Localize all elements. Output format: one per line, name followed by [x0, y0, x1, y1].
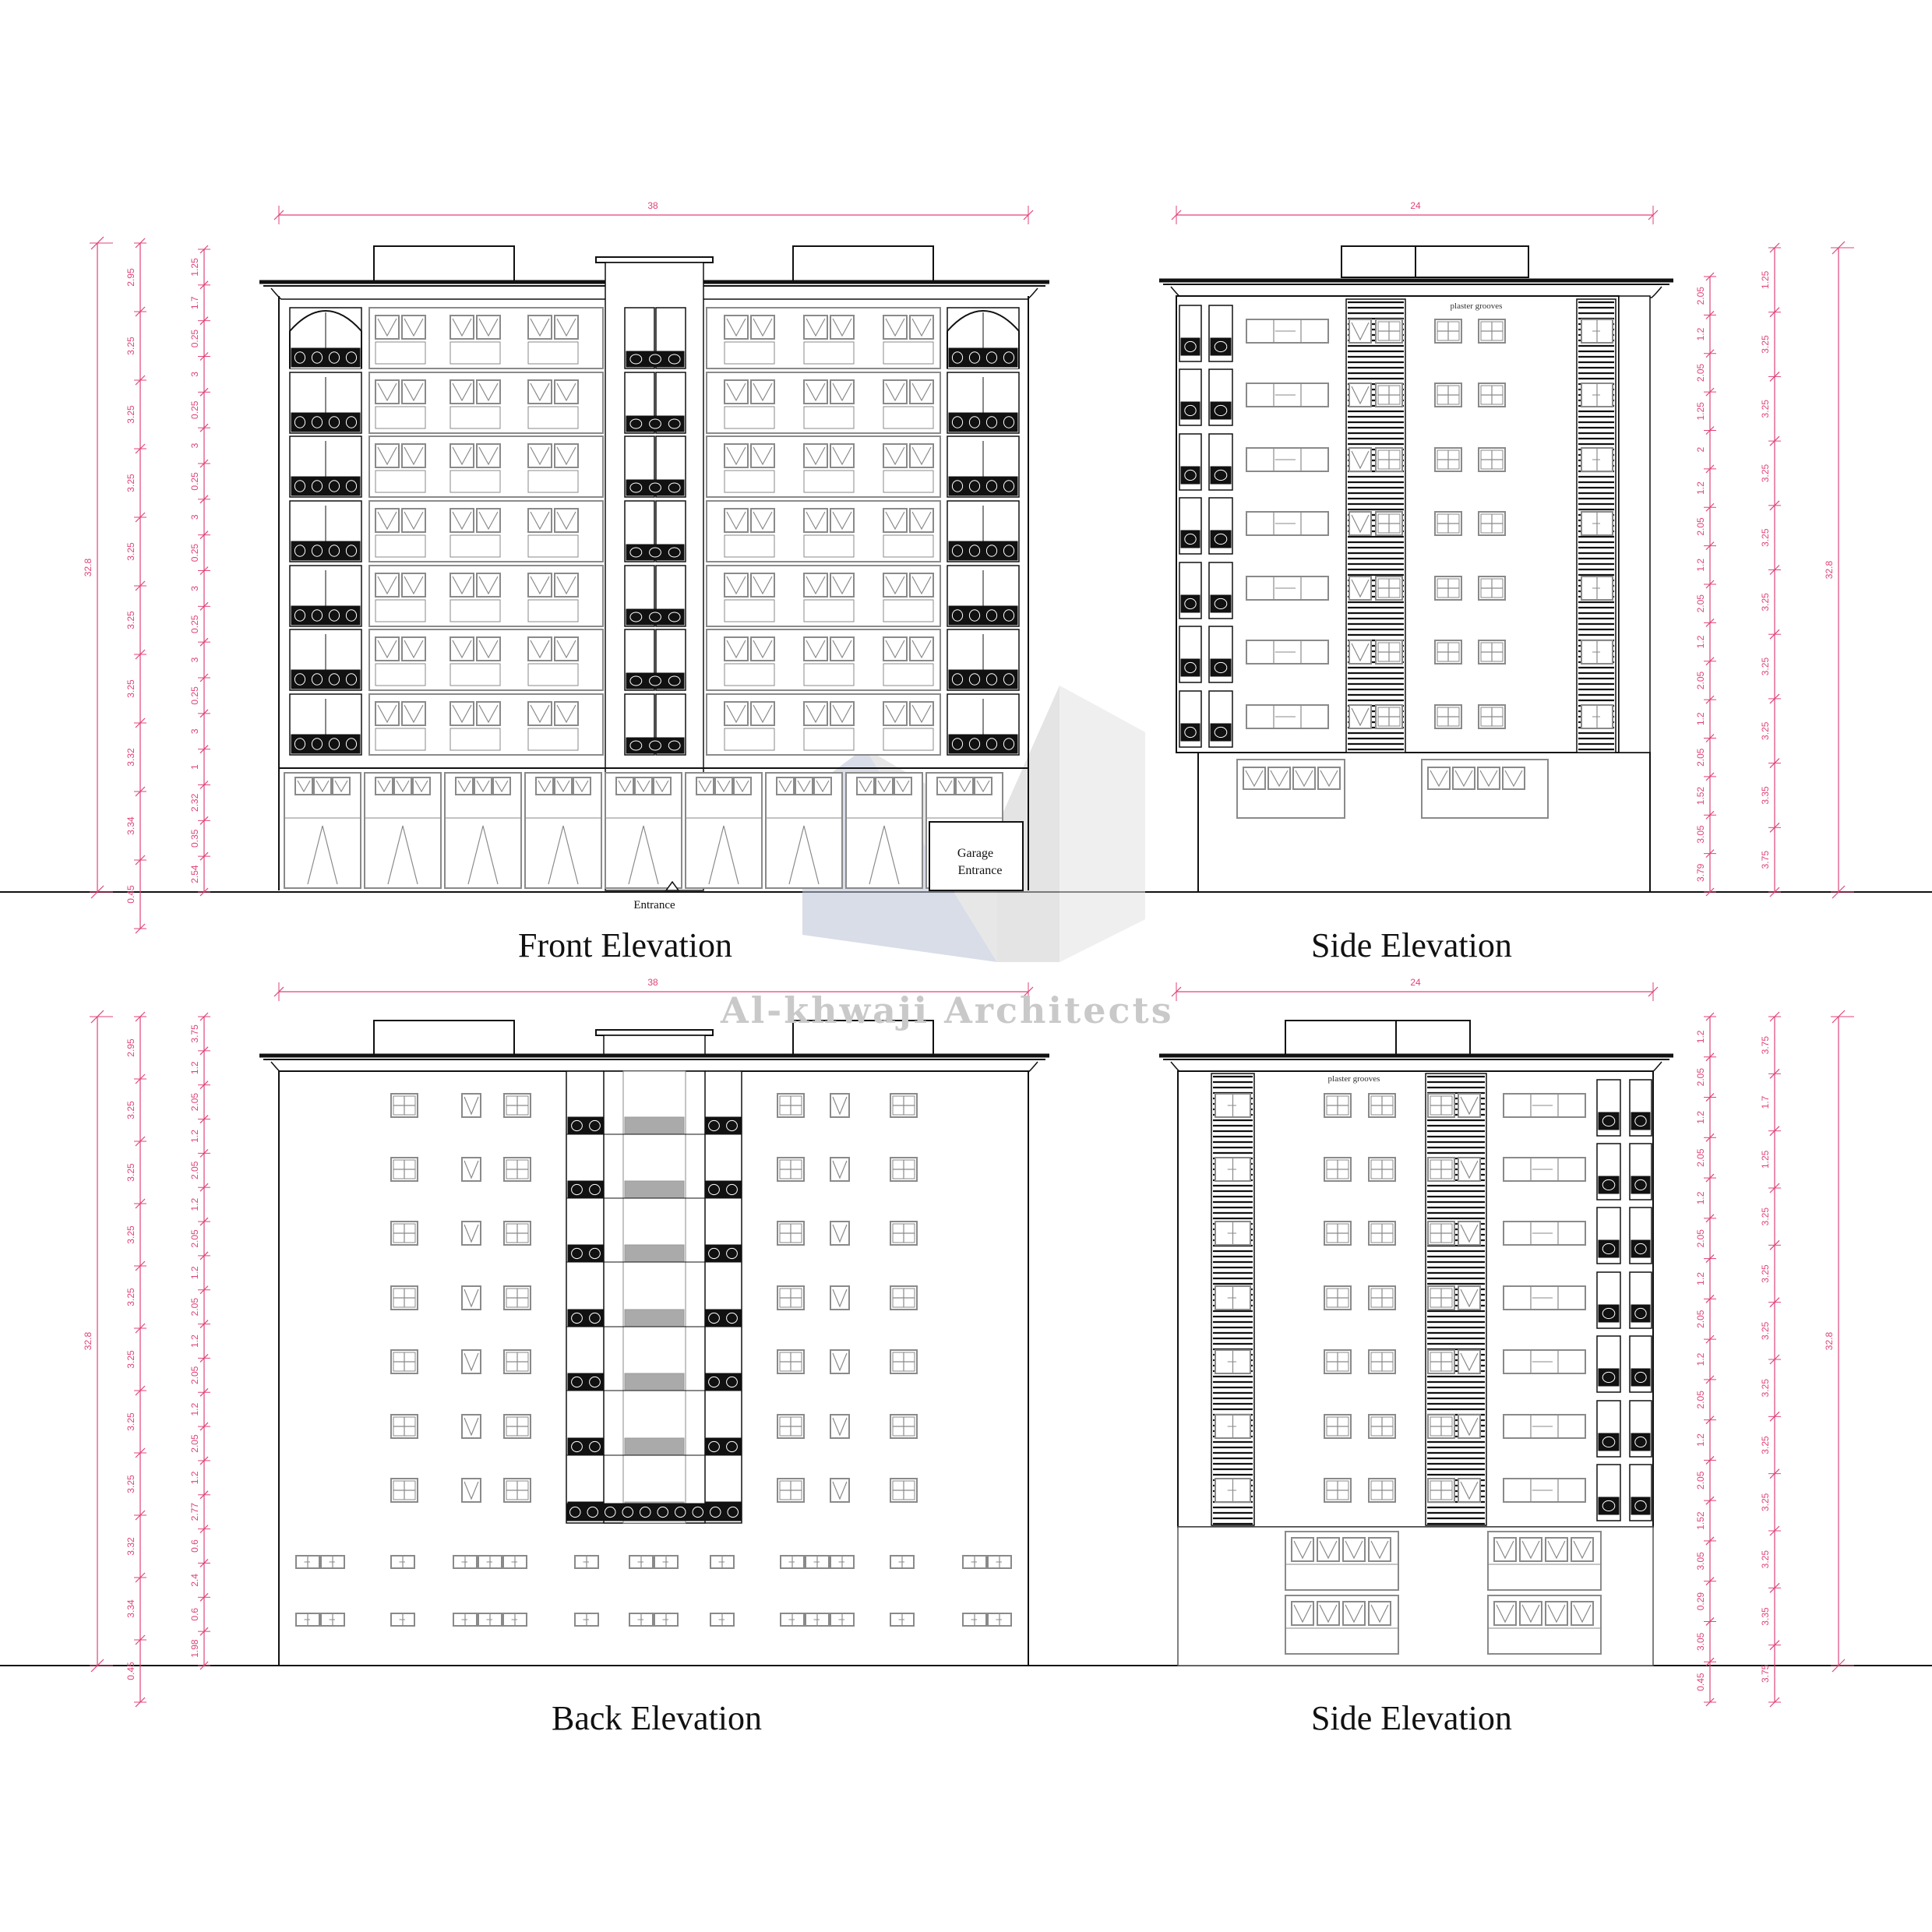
dim-label: 0.25 [189, 329, 200, 348]
balcony-railing [949, 670, 1017, 689]
dim-label: 3.05 [1695, 1632, 1706, 1652]
balcony-railing [1599, 1240, 1619, 1257]
balcony-railing [949, 541, 1017, 560]
dim-label: 1.2 [189, 1197, 200, 1211]
balcony-railing [1631, 1369, 1650, 1386]
balcony-railing [1181, 531, 1200, 548]
dim-label: 1.2 [1695, 1030, 1706, 1044]
dim-label: 1.2 [1695, 1272, 1706, 1285]
balcony-railing [949, 413, 1017, 432]
balcony-railing [291, 348, 360, 367]
balcony-railing [1181, 724, 1200, 741]
stair-cap [596, 1030, 713, 1035]
dim-label: 0.25 [189, 686, 200, 705]
dim-label: 2.05 [1695, 1391, 1706, 1409]
dim-label: 2.05 [1695, 1471, 1706, 1490]
dim-label: 2.05 [1695, 363, 1706, 383]
dim-label: 3.25 [125, 337, 136, 355]
dim-label: 3.25 [125, 1350, 136, 1369]
dim-label: 2.05 [189, 1366, 200, 1385]
balcony-railing [1631, 1497, 1650, 1514]
balcony-railing [626, 480, 684, 495]
roof-block [1285, 1021, 1396, 1056]
balcony-railing [1181, 467, 1200, 484]
balcony-railing [626, 673, 684, 689]
dim-label: 1.2 [1695, 481, 1706, 495]
dim-label: 3.25 [125, 1475, 136, 1493]
balcony-railing [1631, 1433, 1650, 1451]
dim-label: 1.2 [189, 1266, 200, 1280]
dim-label: 2.05 [1695, 287, 1706, 305]
roof-block [1341, 246, 1416, 277]
dim-label: 1.25 [1760, 270, 1771, 290]
balcony-railing [568, 1117, 604, 1134]
balcony-railing [1631, 1176, 1650, 1193]
dim-label: 3.25 [125, 1412, 136, 1431]
side-bottom-outer-dims [1760, 1012, 1781, 1707]
dim-label: 1.2 [189, 1061, 200, 1075]
dim-label: 3.25 [125, 611, 136, 629]
dim-label: 2.05 [1695, 517, 1706, 536]
entrance-label: Entrance [633, 899, 675, 911]
balcony-railing [626, 416, 684, 432]
dim-label: 1.2 [1695, 1191, 1706, 1205]
dim-label: 2.05 [189, 1229, 200, 1248]
stair-railing [625, 1373, 684, 1391]
dim-label: 3 [189, 372, 200, 377]
dim-label: 3.05 [1695, 825, 1706, 844]
dim-total-label: 32.8 [1824, 1331, 1835, 1351]
dim-label: 2 [1695, 446, 1706, 453]
dim-label: 3.25 [1760, 1493, 1771, 1512]
front-total-dim [83, 237, 113, 898]
balcony-railing [705, 1373, 741, 1391]
side-elevation-bottom [1159, 1021, 1673, 1666]
dim-label: 2.05 [1695, 1148, 1706, 1167]
dim-label: 1.2 [189, 1471, 200, 1485]
balcony-railing [291, 413, 360, 432]
balcony-railing [1599, 1433, 1619, 1451]
dim-label: 1.2 [1695, 1352, 1706, 1366]
stair-railing [625, 1181, 684, 1198]
dim-label: 3.79 [1695, 863, 1706, 882]
balcony-railing [1211, 338, 1231, 355]
balcony-railing [626, 545, 684, 560]
dim-label: 2.05 [189, 1092, 200, 1112]
balcony-railing [705, 1117, 741, 1134]
dim-label: 3.25 [125, 405, 136, 424]
front-elevation-title: Front Elevation [518, 926, 732, 964]
dim-label: 3 [189, 657, 200, 663]
dim-label: 3.25 [1760, 593, 1771, 612]
dim-label: 1.2 [1695, 1433, 1706, 1447]
roof-block [1416, 246, 1528, 277]
roof-block-left [374, 1021, 514, 1056]
dim-label: 3.32 [125, 748, 136, 767]
balcony-railing [568, 1245, 604, 1262]
dim-total-label: 32.8 [1824, 560, 1835, 580]
dim-label: 3.25 [1760, 464, 1771, 483]
side-top-outer-dims [1760, 243, 1781, 897]
balcony-railing [568, 1310, 604, 1327]
dim-label: 3.25 [1760, 1436, 1771, 1454]
stair-railing [625, 1438, 684, 1455]
plaster-grooves-label-top: plaster grooves [1450, 301, 1503, 311]
balcony-railing [1211, 595, 1231, 612]
balcony-railing [1631, 1112, 1650, 1130]
dim-label: 0.45 [125, 1662, 136, 1680]
balcony-railing [1599, 1497, 1619, 1514]
dim-label: 1.2 [1695, 558, 1706, 572]
stair-head [604, 1035, 705, 1056]
dim-label: 1.7 [189, 296, 200, 310]
back-elevation [259, 1021, 1049, 1666]
watermark-text: Al-khwaji Architects [721, 989, 1174, 1031]
dim-label: 3 [189, 514, 200, 520]
balcony-railing [1631, 1240, 1650, 1257]
dim-label: 2.95 [125, 1038, 136, 1057]
balcony-railing [1211, 531, 1231, 548]
stair-railing [625, 1310, 684, 1327]
dim-label: 3.05 [1695, 1552, 1706, 1571]
balcony-railing [705, 1245, 741, 1262]
front-width-dim: 38 [647, 200, 658, 211]
dim-label: 2.32 [189, 793, 200, 813]
dim-total-label: 32.8 [83, 558, 93, 577]
dim-label: 2.95 [125, 268, 136, 287]
dim-label: 1.2 [1695, 327, 1706, 341]
dim-label: 1.2 [1695, 712, 1706, 726]
dim-label: 3.75 [1760, 1664, 1771, 1683]
dim-label: 2.05 [189, 1297, 200, 1317]
balcony-railing [1631, 1305, 1650, 1322]
dim-label: 2.05 [189, 1161, 200, 1179]
dim-label: 3.25 [125, 1225, 136, 1244]
roof-block [1396, 1021, 1470, 1056]
dim-label: 3.25 [1760, 1321, 1771, 1341]
dim-label: 3.25 [1760, 1549, 1771, 1569]
dim-label: 0.25 [189, 615, 200, 633]
dim-label: 3.25 [1760, 1264, 1771, 1283]
balcony-railing [949, 606, 1017, 625]
side-elevation-title-top: Side Elevation [1311, 926, 1512, 964]
balcony-railing [1211, 402, 1231, 419]
dim-label: 3.35 [1760, 1607, 1771, 1626]
dim-label: 3.34 [125, 1599, 136, 1618]
dim-label: 0.35 [189, 829, 200, 848]
back-width-dim: 38 [647, 977, 658, 988]
dim-label: 2.05 [1695, 1310, 1706, 1328]
front-outer-dims [125, 238, 146, 933]
dim-label: 2.05 [1695, 594, 1706, 613]
dim-label: 0.25 [189, 543, 200, 562]
pilaster [1619, 296, 1650, 753]
balcony-railing [1211, 659, 1231, 676]
dim-label: 3 [189, 442, 200, 449]
front-elevation [259, 246, 1049, 890]
dim-label: 0.6 [189, 1539, 200, 1553]
dim-label: 0.45 [125, 885, 136, 904]
dim-label: 1.25 [189, 258, 200, 277]
dim-total-label: 32.8 [83, 1331, 93, 1351]
side-elevation-top [1159, 246, 1673, 892]
balcony-railing [566, 1504, 742, 1521]
dim-label: 3.75 [1760, 850, 1771, 869]
dim-label: 3.25 [125, 1163, 136, 1182]
dim-label: 3.25 [1760, 1207, 1771, 1226]
dim-label: 3.75 [189, 1024, 200, 1043]
balcony-railing [1181, 338, 1200, 355]
balcony-railing [291, 735, 360, 753]
dim-label: 2.4 [189, 1574, 200, 1587]
dim-label: 3.25 [1760, 1378, 1771, 1398]
balcony-railing [626, 609, 684, 625]
dim-label: 1.52 [1695, 1511, 1706, 1530]
dim-label: 2.05 [1695, 748, 1706, 767]
dim-label: 1 [189, 764, 200, 770]
dim-label: 0.25 [189, 400, 200, 419]
dim-label: 3.25 [125, 1288, 136, 1306]
back-elevation-title: Back Elevation [552, 1699, 763, 1737]
balcony-railing [1181, 595, 1200, 612]
side-top-width-dim: 24 [1410, 200, 1421, 211]
dim-label: 1.2 [189, 1130, 200, 1143]
dim-label: 3.32 [125, 1537, 136, 1556]
dim-label: 1.2 [1695, 1111, 1706, 1124]
dim-label: 3.25 [125, 679, 136, 698]
back-outer-dims [125, 1012, 146, 1707]
dim-label: 0.6 [189, 1607, 200, 1621]
dim-label: 0.25 [189, 472, 200, 491]
balcony-railing [291, 477, 360, 495]
balcony-railing [568, 1373, 604, 1391]
roof-block-left [374, 246, 514, 281]
balcony-railing [626, 351, 684, 367]
dim-label: 3.35 [1760, 786, 1771, 805]
balcony-railing [949, 735, 1017, 753]
dim-label: 1.2 [189, 1402, 200, 1416]
dim-label: 3.25 [125, 1101, 136, 1119]
side-bottom-width-dim: 24 [1410, 977, 1421, 988]
dim-label: 2.54 [189, 865, 200, 883]
balcony-railing [1211, 467, 1231, 484]
balcony-railing [1599, 1369, 1619, 1386]
dim-label: 2.05 [189, 1434, 200, 1453]
balcony-railing [568, 1438, 604, 1455]
dim-label: 3 [189, 586, 200, 591]
dim-label: 1.98 [189, 1639, 200, 1658]
dim-label: 1.7 [1760, 1095, 1771, 1109]
back-inner-dims [189, 1013, 210, 1669]
dim-label: 3.25 [125, 474, 136, 492]
balcony-railing [1599, 1305, 1619, 1322]
dim-label: 2.77 [189, 1503, 200, 1521]
side-top-inner-dims [1695, 273, 1716, 896]
balcony-railing [1599, 1112, 1619, 1130]
dim-label: 0.45 [1695, 1673, 1706, 1691]
dim-label: 3.25 [125, 542, 136, 561]
dim-label: 3.34 [125, 816, 136, 835]
balcony-railing [1599, 1176, 1619, 1193]
garage-label-line2: Entrance [957, 864, 1003, 877]
dim-label: 2.05 [1695, 1229, 1706, 1248]
stair-cap [596, 257, 713, 263]
stair-railing [625, 1245, 684, 1262]
dim-label: 2.05 [1695, 671, 1706, 690]
dim-label: 1.25 [1695, 402, 1706, 421]
dim-label: 3.25 [1760, 528, 1771, 547]
balcony-railing [626, 738, 684, 753]
garage-label-line1: Garage [957, 847, 994, 860]
side-bottom-inner-dims [1695, 1013, 1716, 1706]
balcony-railing [291, 670, 360, 689]
dim-label: 3.25 [1760, 400, 1771, 418]
balcony-railing [1181, 659, 1200, 676]
side-elevation-title-bottom: Side Elevation [1311, 1699, 1512, 1737]
dim-label: 3.25 [1760, 335, 1771, 354]
dim-label: 3.25 [1760, 657, 1771, 676]
dim-label: 3.75 [1760, 1035, 1771, 1055]
plaster-grooves-label-bottom: plaster grooves [1327, 1074, 1380, 1084]
back-total-dim [83, 1010, 113, 1672]
side-bottom-total-dim [1824, 1010, 1854, 1672]
balcony-railing [1211, 724, 1231, 741]
balcony-railing [1181, 402, 1200, 419]
front-inner-dims [189, 245, 210, 896]
balcony-railing [705, 1438, 741, 1455]
dim-label: 3 [189, 728, 200, 735]
dim-label: 2.05 [1695, 1067, 1706, 1087]
dim-label: 1.2 [1695, 635, 1706, 649]
roof-block-right [793, 246, 933, 281]
dim-label: 1.2 [189, 1334, 200, 1348]
dim-label: 3.25 [1760, 721, 1771, 740]
dim-label: 1.52 [1695, 786, 1706, 806]
dim-label: 1.25 [1760, 1150, 1771, 1169]
balcony-railing [705, 1181, 741, 1198]
balcony-railing [568, 1181, 604, 1198]
dim-label: 0.29 [1695, 1592, 1706, 1611]
balcony-railing [291, 541, 360, 560]
stair-railing [625, 1117, 684, 1134]
balcony-railing [705, 1310, 741, 1327]
balcony-railing [949, 477, 1017, 495]
side-top-total-dim [1824, 242, 1854, 898]
balcony-railing [291, 606, 360, 625]
balcony-railing [949, 348, 1017, 367]
